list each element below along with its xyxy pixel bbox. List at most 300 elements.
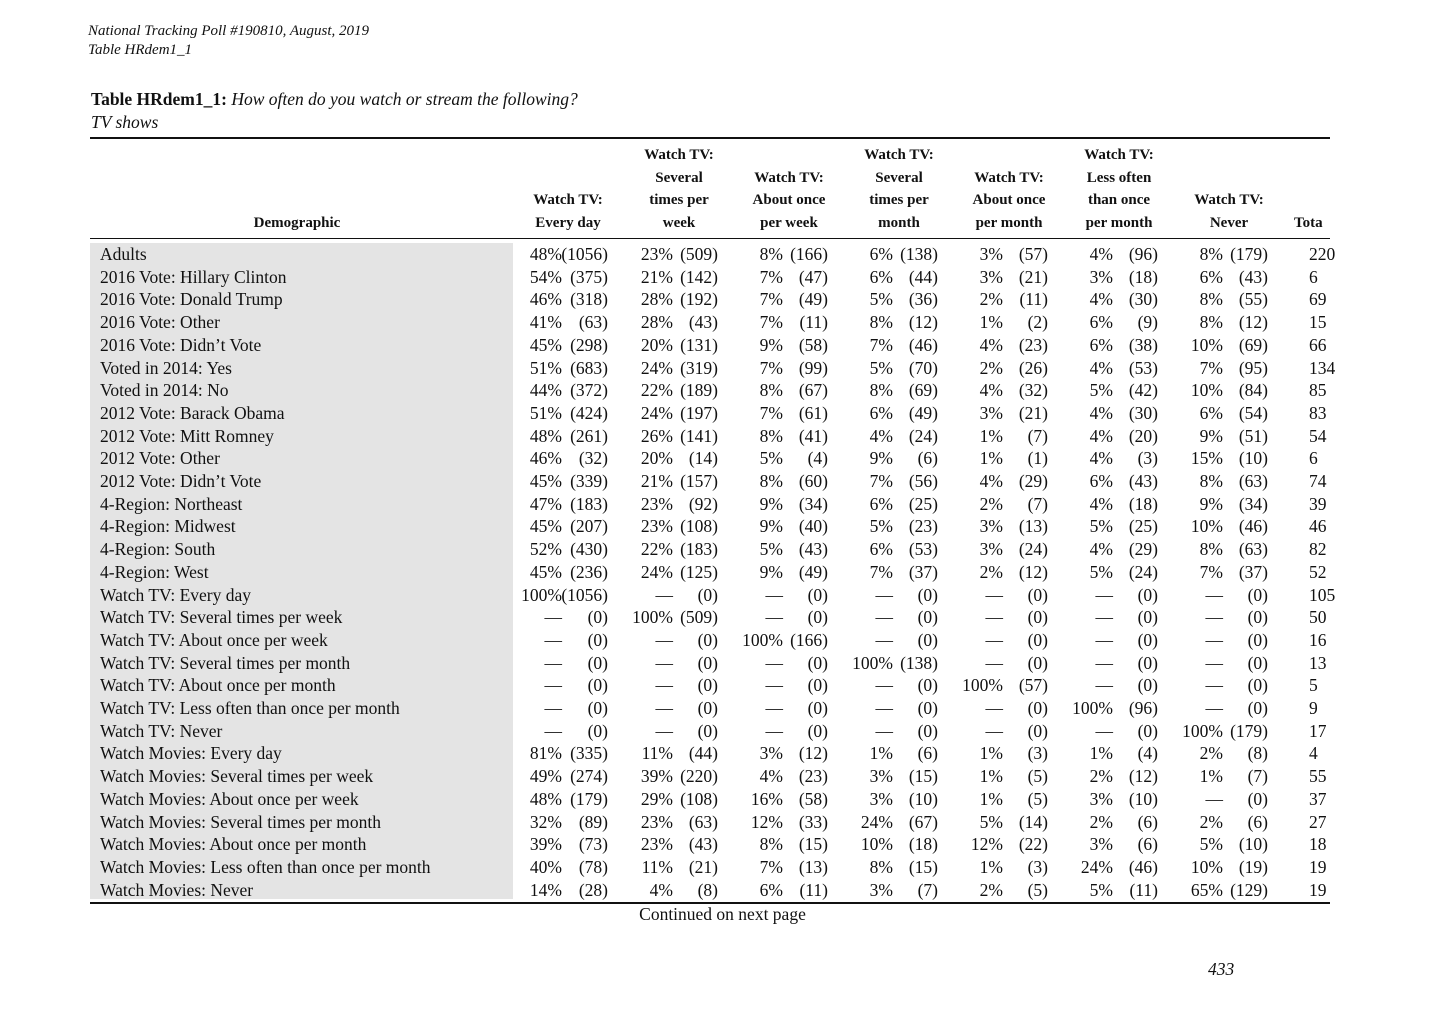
row-label: Watch Movies: Several times per week [100, 766, 374, 787]
cell-count: (0) [1247, 629, 1268, 650]
cell-total: 105 [1309, 584, 1336, 605]
column-header-line: Watch TV: [533, 192, 603, 208]
cell-total: 82 [1309, 539, 1327, 560]
cell-count: (53) [1128, 357, 1158, 378]
row-label: 4-Region: West [100, 561, 209, 582]
table-row [0, 606, 1327, 628]
table-row [0, 765, 1327, 787]
cell-count: (12) [1238, 312, 1268, 333]
cell-percent: 4% [1089, 425, 1113, 446]
cell-percent: 5% [1089, 516, 1113, 537]
cell-count: (63) [578, 312, 608, 333]
table-row [0, 266, 1320, 288]
column-header-never [1173, 144, 1285, 234]
cell-percent: — [1205, 629, 1223, 650]
cell-total: 85 [1309, 380, 1327, 401]
cell-count: (26) [1018, 357, 1048, 378]
cell-count: (430) [570, 539, 608, 560]
table-title-label: Table HRdem1_1: [91, 89, 227, 109]
cell-percent: 20% [640, 334, 673, 355]
cell-count: (25) [908, 493, 938, 514]
table-row [0, 629, 1327, 651]
cell-count: (29) [1018, 471, 1048, 491]
cell-count: (0) [1247, 698, 1268, 718]
cell-count: (57) [1018, 244, 1048, 264]
cell-count: (54) [1238, 402, 1268, 423]
cell-percent: 1% [979, 425, 1003, 446]
cell-count: (29) [1128, 539, 1158, 560]
cell-count: (3) [1027, 743, 1048, 764]
cell-count: (95) [1238, 357, 1268, 378]
cell-count: (33) [798, 811, 828, 832]
table-row [0, 515, 1327, 537]
cell-count: (7) [917, 879, 938, 900]
cell-count: (58) [798, 788, 828, 809]
cell-percent: 5% [1089, 879, 1113, 900]
row-label: 4-Region: Northeast [100, 493, 243, 514]
cell-count: (49) [908, 402, 938, 423]
cell-count: (0) [807, 698, 828, 718]
cell-percent: 12% [970, 834, 1003, 855]
cell-percent: 45% [529, 561, 562, 582]
row-label: Watch TV: About once per month [100, 675, 336, 696]
cell-count: (49) [798, 289, 828, 310]
cell-count: (339) [570, 471, 608, 491]
cell-count: (67) [908, 811, 938, 832]
cell-percent: — [765, 652, 783, 673]
cell-percent: 100% [521, 584, 562, 605]
table-row [0, 788, 1327, 810]
cell-count: (10) [908, 788, 938, 809]
cell-percent: 24% [860, 811, 893, 832]
cell-percent: — [875, 698, 893, 718]
cell-count: (15) [908, 856, 938, 877]
cell-percent: — [544, 675, 562, 696]
cell-count: (43) [688, 312, 718, 333]
cell-percent: 100% [1182, 720, 1223, 741]
cell-percent: 7% [869, 334, 893, 355]
cell-count: (0) [697, 720, 718, 741]
cell-count: (8) [697, 879, 718, 900]
cell-count: (78) [578, 856, 608, 877]
cell-percent: 8% [759, 425, 783, 446]
cell-percent: 47% [529, 493, 562, 514]
cell-count: (99) [798, 357, 828, 378]
cell-total: 134 [1309, 357, 1336, 378]
cell-count: (73) [578, 834, 608, 855]
cell-percent: — [985, 720, 1003, 741]
cell-percent: 24% [1080, 856, 1113, 877]
cell-total: 19 [1309, 879, 1327, 900]
cell-count: (0) [1247, 584, 1268, 605]
row-label: Watch Movies: Less often than once per month [100, 856, 431, 877]
cell-count: (236) [570, 561, 608, 582]
cell-percent: 24% [640, 402, 673, 423]
row-label: Watch Movies: Several times per month [100, 811, 381, 832]
cell-count: (0) [697, 698, 718, 718]
cell-percent: 46% [529, 289, 562, 310]
column-header-line: Watch TV: [974, 169, 1044, 186]
cell-total: 4 [1309, 743, 1318, 764]
column-header-every_day [512, 144, 624, 234]
cell-count: (1) [1027, 448, 1048, 469]
cell-count: (372) [570, 380, 608, 401]
cell-percent: 9% [1199, 425, 1223, 446]
cell-count: (37) [1238, 561, 1268, 582]
column-header-once_month [953, 144, 1065, 234]
column-header-line: About once [752, 192, 826, 208]
cell-percent: 3% [979, 244, 1003, 264]
cell-total: 18 [1309, 834, 1327, 855]
cell-percent: 5% [869, 289, 893, 310]
cell-percent: — [1095, 675, 1113, 696]
row-label: Watch TV: Several times per week [100, 607, 343, 628]
cell-count: (0) [807, 720, 828, 741]
cell-percent: 100% [632, 607, 673, 628]
cell-count: (11) [1129, 879, 1158, 900]
row-label: 2016 Vote: Didn’t Vote [100, 334, 262, 355]
column-header-line: About once [972, 192, 1046, 208]
cell-count: (40) [798, 516, 828, 537]
cell-percent: 21% [640, 266, 673, 287]
cell-percent: 48% [529, 788, 562, 809]
row-label: Voted in 2014: Yes [100, 357, 232, 378]
cell-count: (0) [1137, 607, 1158, 628]
cell-percent: — [985, 652, 1003, 673]
cell-count: (70) [908, 357, 938, 378]
cell-percent: — [544, 607, 562, 628]
cell-percent: 4% [1089, 402, 1113, 423]
cell-count: (10) [1238, 834, 1268, 855]
cell-percent: 48% [529, 425, 562, 446]
cell-count: (41) [798, 425, 828, 446]
table-row [0, 811, 1327, 833]
cell-count: (11) [799, 879, 828, 900]
column-header-line: month [878, 214, 920, 231]
cell-percent: — [655, 629, 673, 650]
cell-percent: 100% [1072, 698, 1113, 718]
row-label: Watch Movies: About once per week [100, 788, 359, 809]
cell-count: (0) [807, 607, 828, 628]
cell-total: 74 [1309, 471, 1327, 491]
cell-percent: 3% [1089, 788, 1113, 809]
cell-total: 15 [1309, 312, 1327, 333]
cell-percent: 2% [1089, 766, 1113, 787]
cell-percent: — [765, 720, 783, 741]
cell-percent: 3% [759, 743, 783, 764]
cell-percent: — [655, 698, 673, 718]
row-label: 4-Region: Midwest [100, 516, 236, 537]
cell-count: (22) [1018, 834, 1048, 855]
cell-count: (23) [798, 766, 828, 787]
cell-percent: 23% [640, 811, 673, 832]
cell-percent: 10% [1190, 856, 1223, 877]
cell-percent: 1% [1089, 743, 1113, 764]
cell-count: (30) [1128, 289, 1158, 310]
cell-percent: 8% [1199, 312, 1223, 333]
column-header-several_month [843, 144, 955, 234]
cell-count: (49) [798, 561, 828, 582]
cell-percent: 7% [759, 856, 783, 877]
cell-percent: 9% [759, 561, 783, 582]
cell-percent: 22% [640, 539, 673, 560]
row-label: Watch TV: Never [100, 720, 223, 741]
cell-percent: 52% [529, 539, 562, 560]
cell-percent: 5% [1089, 380, 1113, 401]
cell-percent: 32% [529, 811, 562, 832]
cell-count: (24) [1018, 539, 1048, 560]
cell-count: (12) [908, 312, 938, 333]
cell-percent: 4% [1089, 357, 1113, 378]
column-header-line: than once [1087, 192, 1151, 208]
cell-percent: 5% [1089, 561, 1113, 582]
cell-percent: 22% [640, 380, 673, 401]
cell-total: 6 [1309, 266, 1318, 287]
cell-count: (43) [1238, 266, 1268, 287]
table-title [91, 89, 578, 110]
cell-count: (96) [1128, 698, 1158, 718]
cell-percent: 5% [869, 357, 893, 378]
cell-percent: — [875, 584, 893, 605]
cell-percent: — [1205, 675, 1223, 696]
header-rule [90, 238, 1330, 239]
cell-percent: — [544, 698, 562, 718]
cell-percent: 2% [979, 357, 1003, 378]
cell-percent: — [875, 629, 893, 650]
cell-count: (36) [908, 289, 938, 310]
column-header-line: Never [1209, 214, 1249, 231]
cell-percent: 2% [1199, 743, 1223, 764]
cell-count: (179) [1230, 720, 1268, 741]
column-header-line: Less often [1086, 169, 1152, 186]
cell-percent: 23% [640, 493, 673, 514]
table-row [0, 697, 1320, 719]
cell-count: (30) [1128, 402, 1158, 423]
cell-percent: — [544, 720, 562, 741]
cell-count: (69) [908, 380, 938, 401]
table-id-header: Table HRdem1_1 [88, 42, 193, 58]
cell-count: (7) [1027, 425, 1048, 446]
cell-count: (10) [1238, 448, 1268, 469]
cell-percent: 54% [529, 266, 562, 287]
cell-count: (10) [1128, 788, 1158, 809]
cell-percent: 8% [869, 380, 893, 401]
cell-count: (15) [908, 766, 938, 787]
cell-total: 83 [1309, 402, 1327, 423]
cell-percent: 3% [979, 266, 1003, 287]
cell-count: (25) [1128, 516, 1158, 537]
cell-percent: 1% [979, 788, 1003, 809]
column-header-line: Watch TV: [644, 147, 714, 163]
cell-percent: 2% [979, 879, 1003, 900]
cell-count: (43) [688, 834, 718, 855]
table-row [0, 720, 1327, 742]
cell-count: (18) [1128, 266, 1158, 287]
column-header-demographic [241, 144, 353, 234]
cell-percent: 15% [1190, 448, 1223, 469]
cell-percent: — [1205, 607, 1223, 628]
cell-percent: 14% [529, 879, 562, 900]
cell-percent: 46% [529, 448, 562, 469]
cell-percent: 51% [529, 402, 562, 423]
cell-percent: 4% [979, 471, 1003, 491]
cell-count: (14) [688, 448, 718, 469]
cell-count: (63) [1238, 539, 1268, 560]
cell-percent: 7% [1199, 561, 1223, 582]
cell-total: 69 [1309, 289, 1327, 310]
cell-total: 16 [1309, 629, 1327, 650]
cell-percent: 26% [640, 425, 673, 446]
cell-percent: 8% [759, 834, 783, 855]
cell-percent: 8% [1199, 289, 1223, 310]
cell-count: (2) [1027, 312, 1048, 333]
cell-count: (0) [807, 652, 828, 673]
table-row [0, 425, 1327, 447]
cell-percent: 8% [1199, 539, 1223, 560]
cell-percent: 1% [979, 766, 1003, 787]
cell-count: (5) [1027, 879, 1048, 900]
cell-percent: 6% [1199, 402, 1223, 423]
cell-percent: 6% [869, 539, 893, 560]
cell-total: 19 [1309, 856, 1327, 877]
cell-count: (1056) [561, 584, 608, 605]
table-row [0, 379, 1327, 401]
cell-percent: 100% [742, 629, 783, 650]
cell-percent: 8% [759, 471, 783, 491]
cell-percent: 2% [979, 493, 1003, 514]
cell-total: 27 [1309, 811, 1327, 832]
poll-header: National Tracking Poll #190810, August, 2019 [88, 23, 369, 39]
cell-percent: 10% [1190, 334, 1223, 355]
cell-percent: 1% [979, 743, 1003, 764]
cell-percent: 7% [759, 266, 783, 287]
cell-total: 6 [1309, 448, 1318, 469]
cell-percent: 48% [529, 244, 562, 264]
cell-percent: — [985, 629, 1003, 650]
cell-count: (67) [798, 380, 828, 401]
cell-count: (42) [1128, 380, 1158, 401]
cell-count: (6) [917, 743, 938, 764]
cell-count: (318) [570, 289, 608, 310]
cell-percent: — [655, 584, 673, 605]
cell-count: (0) [1247, 652, 1268, 673]
cell-count: (57) [1018, 675, 1048, 696]
cell-count: (43) [1128, 471, 1158, 491]
cell-percent: 81% [529, 743, 562, 764]
cell-percent: — [1205, 788, 1223, 809]
column-header-line: per month [975, 214, 1043, 231]
cell-count: (46) [1128, 856, 1158, 877]
cell-count: (51) [1238, 425, 1268, 446]
cell-count: (7) [1247, 766, 1268, 787]
cell-percent: — [1095, 607, 1113, 628]
cell-count: (166) [790, 629, 828, 650]
cell-count: (37) [908, 561, 938, 582]
cell-percent: 4% [979, 334, 1003, 355]
cell-percent: 3% [979, 516, 1003, 537]
cell-count: (84) [1238, 380, 1268, 401]
cell-count: (207) [570, 516, 608, 537]
cell-count: (0) [1137, 652, 1158, 673]
cell-count: (47) [798, 266, 828, 287]
column-header-total [1294, 144, 1406, 234]
cell-percent: — [765, 584, 783, 605]
cell-percent: 4% [869, 425, 893, 446]
cell-percent: — [985, 607, 1003, 628]
table-row [0, 538, 1327, 560]
cell-count: (298) [570, 334, 608, 355]
row-label: 2012 Vote: Didn’t Vote [100, 471, 262, 491]
cell-percent: 4% [649, 879, 673, 900]
column-header-line: week [662, 214, 696, 231]
column-header-several_week [623, 144, 735, 234]
cell-count: (15) [798, 834, 828, 855]
cell-count: (0) [917, 675, 938, 696]
cell-count: (0) [1027, 720, 1048, 741]
cell-count: (683) [570, 357, 608, 378]
cell-count: (138) [900, 244, 938, 264]
cell-percent: 3% [869, 788, 893, 809]
cell-count: (319) [680, 357, 718, 378]
row-label: 2012 Vote: Mitt Romney [100, 425, 274, 446]
cell-percent: — [1095, 584, 1113, 605]
cell-total: 52 [1309, 561, 1327, 582]
cell-percent: 5% [759, 539, 783, 560]
table-row [0, 493, 1327, 515]
cell-count: (0) [587, 652, 608, 673]
cell-percent: 3% [979, 402, 1003, 423]
cell-percent: 40% [529, 856, 562, 877]
cell-count: (0) [587, 698, 608, 718]
cell-percent: 8% [1199, 471, 1223, 491]
cell-count: (0) [917, 698, 938, 718]
cell-percent: 6% [869, 266, 893, 287]
cell-total: 13 [1309, 652, 1327, 673]
cell-count: (56) [908, 471, 938, 491]
cell-count: (0) [1027, 584, 1048, 605]
cell-count: (32) [1018, 380, 1048, 401]
cell-percent: 100% [852, 652, 893, 673]
cell-percent: 9% [869, 448, 893, 469]
cell-percent: 24% [640, 561, 673, 582]
cell-count: (44) [908, 266, 938, 287]
cell-count: (5) [1027, 766, 1048, 787]
cell-count: (0) [1247, 607, 1268, 628]
cell-percent: 11% [641, 856, 673, 877]
cell-count: (0) [1247, 675, 1268, 696]
cell-count: (0) [1137, 629, 1158, 650]
cell-count: (0) [697, 652, 718, 673]
table-row [0, 334, 1327, 356]
cell-percent: 23% [640, 244, 673, 264]
cell-count: (108) [680, 788, 718, 809]
cell-count: (0) [807, 584, 828, 605]
row-label: Watch TV: Less often than once per month [100, 698, 400, 718]
cell-count: (6) [917, 448, 938, 469]
cell-count: (11) [1019, 289, 1048, 310]
cell-percent: 5% [1199, 834, 1223, 855]
cell-count: (0) [1027, 652, 1048, 673]
cell-percent: 12% [750, 811, 783, 832]
cell-percent: — [1205, 584, 1223, 605]
cell-percent: 9% [1199, 493, 1223, 514]
cell-count: (0) [587, 720, 608, 741]
cell-percent: 45% [529, 471, 562, 491]
column-header-line: Watch TV: [754, 169, 824, 186]
cell-count: (46) [1238, 516, 1268, 537]
cell-percent: 49% [529, 766, 562, 787]
cell-percent: 3% [1089, 266, 1113, 287]
